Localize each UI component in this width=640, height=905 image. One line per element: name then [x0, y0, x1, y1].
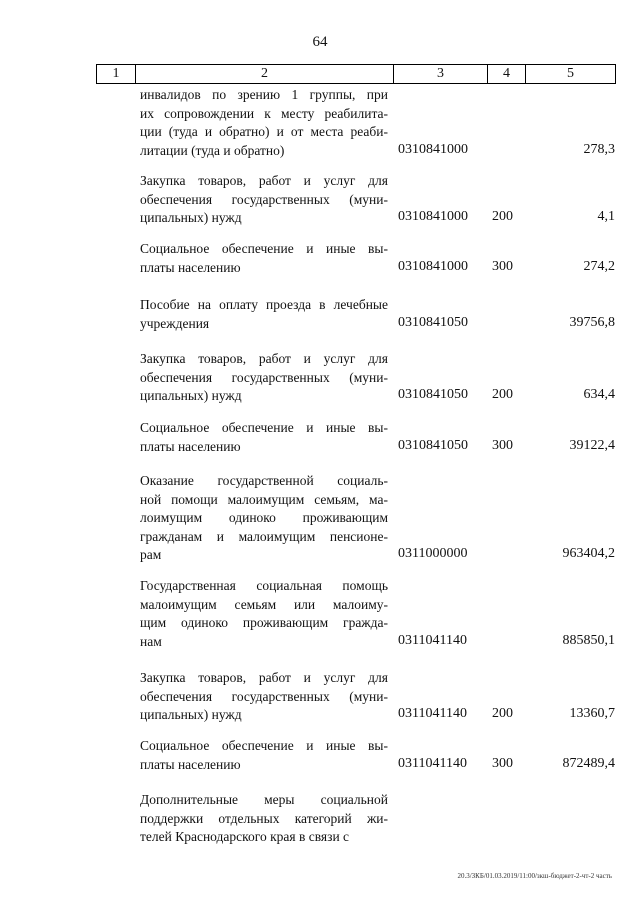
description-line: телей Краснодарского края в связи с [140, 829, 350, 844]
row-description [140, 86, 388, 160]
description-line: гражданам и малоимущим пенсионе- [140, 528, 388, 544]
target-article-code: 0311000000 [398, 546, 468, 561]
amount-value: 634,4 [583, 387, 615, 402]
description-line: обеспечения государственных (муни- [140, 688, 388, 704]
target-article-code: 0311041140 [398, 632, 467, 648]
description-line: Оказание государственной социаль- [140, 473, 388, 488]
target-article-code: 0310841000 [398, 258, 468, 274]
description-line: щим одиноко проживающим гражда- [140, 615, 388, 630]
column-header-1: 1 [97, 65, 136, 83]
description-line: Социальное обеспечение и иные вы- [140, 241, 388, 256]
expense-type-code: 200 [492, 706, 513, 721]
description-line: платы населению [140, 756, 241, 772]
target-article-code: 0311041140 [398, 706, 467, 721]
description-line: платы населению [140, 259, 241, 275]
description-line: учреждения [140, 315, 210, 331]
description-line: литации (туда и обратно) [140, 142, 285, 158]
amount-value: 963404,2 [562, 546, 615, 561]
description-line: Пособие на оплату проезда в лечебные [140, 297, 388, 312]
description-line: Государственная социальная помощь [140, 578, 388, 593]
target-article-code: 0310841050 [398, 437, 468, 453]
description-line: малоимущим семьям или малоиму- [140, 596, 388, 612]
amount-value: 39756,8 [569, 314, 615, 330]
row-description [140, 669, 388, 725]
description-line: Закупка товаров, работ и услуг для [140, 351, 388, 366]
expense-type-code: 300 [492, 755, 513, 771]
expense-type-code: 200 [492, 387, 513, 402]
expense-type-code: 300 [492, 437, 513, 453]
description-line: Закупка товаров, работ и услуг для [140, 670, 388, 685]
description-line: Социальное обеспечение и иные вы- [140, 738, 388, 753]
target-article-code: 0310841000 [398, 141, 468, 157]
target-article-code: 0310841000 [398, 209, 468, 224]
row-description [140, 472, 388, 565]
amount-value: 39122,4 [569, 437, 615, 453]
description-line: Дополнительные меры социальной [140, 792, 388, 807]
row-description [140, 350, 388, 406]
amount-value: 13360,7 [569, 706, 615, 721]
description-line: нам [140, 633, 162, 649]
description-line: их сопровождении к месту реабилита- [140, 105, 388, 121]
row-description [140, 296, 388, 333]
description-line: лоимущим одиноко проживающим [140, 510, 388, 525]
description-line: ципальных) нужд [140, 388, 242, 403]
expense-type-code: 300 [492, 258, 513, 274]
amount-value: 4,1 [597, 209, 615, 224]
row-description [140, 791, 388, 847]
description-line: платы населению [140, 438, 241, 454]
description-line: рам [140, 547, 162, 562]
target-article-code: 0311041140 [398, 755, 467, 771]
description-line: ципальных) нужд [140, 707, 242, 722]
description-line: Социальное обеспечение и иные вы- [140, 420, 388, 435]
page-number: 64 [312, 34, 328, 50]
row-description [140, 240, 388, 277]
description-line: поддержки отдельных категорий жи- [140, 810, 388, 826]
column-header-5: 5 [567, 66, 574, 81]
row-description [140, 737, 388, 774]
amount-value: 274,2 [583, 258, 615, 274]
column-header-3: 3 [394, 65, 488, 83]
target-article-code: 0310841050 [398, 314, 468, 330]
description-line: ной помощи малоимущим семьям, ма- [140, 491, 388, 507]
document-footer-stamp: 20.3/ЗКБ/01.03.2019/11:00/зкш-бюджет-2-чт-2 часть [457, 872, 612, 880]
description-line: Закупка товаров, работ и услуг для [140, 173, 388, 188]
description-line: обеспечения государственных (муни- [140, 369, 388, 385]
description-line: ципальных) нужд [140, 210, 242, 225]
column-header-2: 2 [136, 65, 394, 83]
target-article-code: 0310841050 [398, 387, 468, 402]
description-line: ции (туда и обратно) и от места реаби- [140, 124, 388, 139]
amount-value: 885850,1 [562, 632, 615, 648]
amount-value: 278,3 [583, 141, 615, 157]
expense-type-code: 200 [492, 209, 513, 224]
row-description [140, 172, 388, 228]
column-header-4: 4 [488, 65, 526, 83]
description-line: инвалидов по зрению 1 группы, при [140, 87, 388, 102]
row-description [140, 419, 388, 456]
amount-value: 872489,4 [562, 755, 615, 771]
column-header-row [96, 64, 616, 84]
row-description [140, 577, 388, 651]
description-line: обеспечения государственных (муни- [140, 191, 388, 207]
